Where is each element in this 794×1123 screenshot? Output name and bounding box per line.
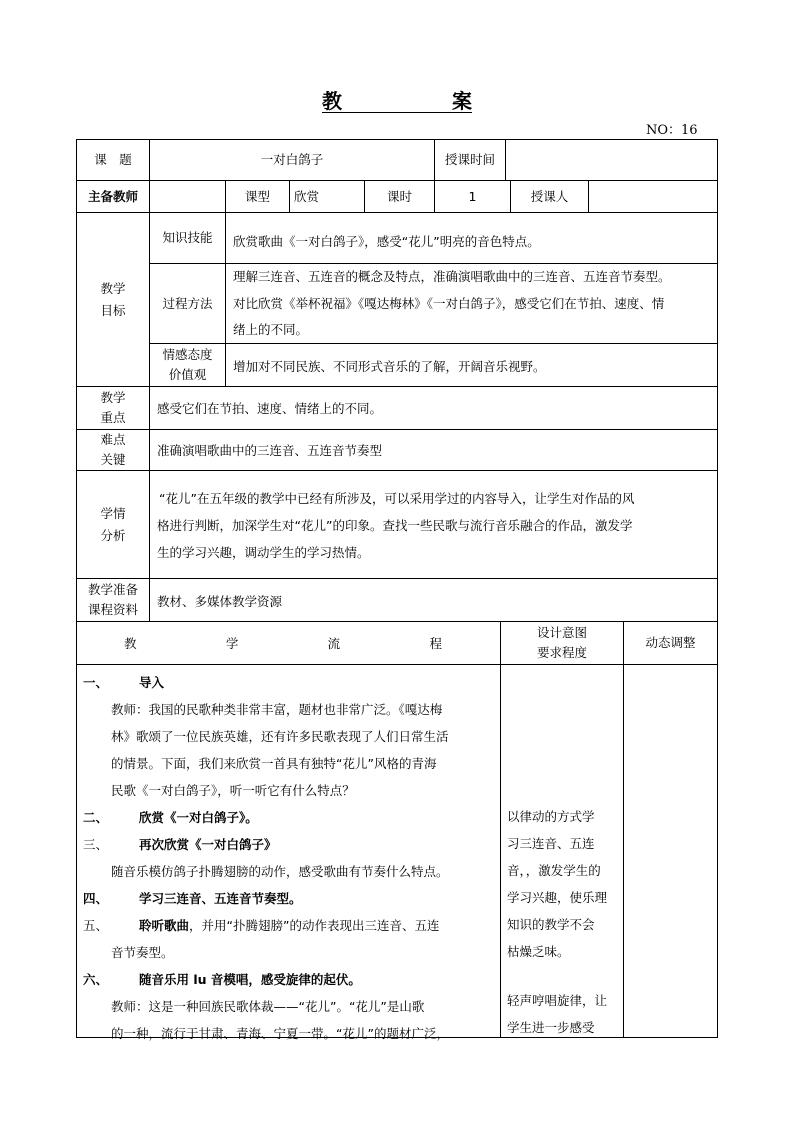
step-2 bbox=[83, 804, 497, 831]
analysis-label bbox=[77, 471, 149, 578]
step-1 bbox=[83, 669, 497, 696]
lecturer-value bbox=[589, 181, 717, 212]
emotion-text: 增加对不同民族、不同形式音乐的了解，开阔音乐视野。 bbox=[233, 359, 546, 374]
step-1-line-1: 教师：我国的民歌种类非常丰富，题材也非常广泛。《嘎达梅 bbox=[111, 702, 443, 717]
design-line-8: 学生进一步感受 bbox=[507, 1020, 595, 1035]
design-intent-text-2 bbox=[507, 987, 621, 1041]
page-title bbox=[322, 86, 472, 113]
step-2-title: 欣赏《一对白鸽子》。 bbox=[139, 810, 258, 825]
design-line-6: 枯燥乏味。 bbox=[507, 944, 570, 959]
focus-label-line-2: 重点 bbox=[100, 410, 126, 425]
step-1-line-4: 民歌《一对白鸽子》，听一听它有什么特点？ bbox=[111, 783, 355, 798]
dynamic-adjust-header: 动态调整 bbox=[645, 635, 696, 650]
analysis-line-2: 格进行判断，加深学生对“花儿”的印象。查找一些民歌与流行音乐融合的作品，激发学 bbox=[157, 518, 633, 533]
step-5-line-2: 音节奏型。 bbox=[111, 945, 174, 960]
topic-value: 一对白鸽子 bbox=[260, 152, 324, 167]
flow-header-char-2: 学 bbox=[225, 636, 239, 651]
step-1-line-3: 的情景。下面，我们来欣赏一首具有独特“花儿”风格的青海 bbox=[111, 756, 437, 771]
step-4-number: 四、 bbox=[83, 891, 109, 906]
analysis-line-1: “花儿”在五年级的教学中已经有所涉及，可以采用学过的内容导入，让学生对作品的风 bbox=[159, 491, 635, 506]
flow-header-title bbox=[124, 622, 442, 664]
lecturer-label: 授课人 bbox=[530, 188, 569, 204]
analysis-text bbox=[157, 485, 634, 566]
step-6 bbox=[83, 966, 497, 993]
lesson-type-label: 课型 bbox=[244, 188, 270, 204]
step-6-line-2: 的一种，流行于甘肃、青海、宁夏一带。“花儿”的题材广泛， bbox=[111, 1026, 449, 1041]
prep-text: 教材、多媒体教学资源 bbox=[157, 594, 283, 609]
step-5-number: 五、 bbox=[83, 918, 109, 933]
prep-label-line-1: 教学准备 bbox=[87, 582, 138, 597]
step-3-line-1: 随音乐模仿鸽子扑腾翅膀的动作，感受歌曲有节奏什么特点。 bbox=[111, 864, 449, 879]
step-1-line-2: 林》歌颂了一位民族英雄，还有许多民歌表现了人们日常生活 bbox=[111, 729, 449, 744]
design-intent-header bbox=[501, 622, 623, 664]
step-5 bbox=[83, 912, 497, 939]
design-line-4: 学习兴趣，使乐理 bbox=[507, 890, 608, 905]
difficulty-label-line-1: 难点 bbox=[100, 432, 126, 447]
prep-label bbox=[77, 579, 149, 621]
analysis-label-line-2: 分析 bbox=[100, 527, 126, 543]
design-line-1: 以律动的方式学 bbox=[507, 809, 595, 824]
step-6-line-1: 教师：这是一种回族民歌体裁——“花儿”。“花儿”是山歌 bbox=[111, 999, 425, 1014]
step-6-number: 六、 bbox=[83, 972, 109, 987]
process-text-line-1: 理解三连音、五连音的概念及特点，准确演唱歌曲中的三连音、五连音节奏型。 bbox=[233, 269, 671, 284]
emotion-label-line-1: 情感态度 bbox=[162, 347, 213, 362]
prep-label-line-2: 课程资料 bbox=[87, 602, 138, 617]
step-1-title: 导入 bbox=[139, 675, 165, 690]
document-number: NO：16 bbox=[646, 123, 698, 138]
design-intent-header-line-1: 设计意图 bbox=[536, 625, 587, 640]
step-3-number: 三、 bbox=[83, 837, 109, 852]
focus-text: 感受它们在节拍、速度、情绪上的不同。 bbox=[157, 401, 383, 416]
teaching-flow bbox=[83, 669, 497, 1047]
process-text-line-3: 绪上的不同。 bbox=[233, 322, 309, 337]
class-time-value bbox=[506, 140, 717, 180]
goals-label-line-2: 目标 bbox=[100, 302, 126, 318]
teacher-value bbox=[150, 181, 225, 212]
knowledge-label: 知识技能 bbox=[162, 230, 213, 245]
teacher-label: 主备教师 bbox=[87, 188, 138, 204]
goals-label-line-1: 教学 bbox=[100, 280, 126, 296]
design-intent-header-line-2: 要求程度 bbox=[536, 645, 587, 660]
process-text-line-2: 对比欣赏《举杯祝福》《嘎达梅林》《一对白鸽子》，感受它们在节拍、速度、情 bbox=[233, 295, 665, 311]
step-6-title: 随音乐用 lu 音模唱，感受旋律的起伏。 bbox=[139, 972, 361, 987]
step-3-title: 再次欣赏《一对白鸽子》 bbox=[139, 837, 277, 852]
analysis-label-line-1: 学情 bbox=[100, 505, 126, 521]
design-line-2: 习三连音、五连 bbox=[507, 836, 595, 851]
difficulty-text: 准确演唱歌曲中的三连音、五连音节奏型 bbox=[157, 443, 383, 458]
step-5-title: 聆听歌曲 bbox=[139, 918, 190, 933]
emotion-label bbox=[150, 344, 225, 386]
class-time-label: 授课时间 bbox=[444, 152, 495, 167]
design-line-3: 音，，激发学生的 bbox=[507, 863, 601, 878]
design-line-7: 轻声哼唱旋律，让 bbox=[507, 993, 608, 1008]
title-char-1: 教 bbox=[322, 88, 342, 113]
step-5-rest: ，并用“扑腾翅膀”的动作表现出三连音、五连 bbox=[189, 918, 440, 933]
step-1-number: 一、 bbox=[83, 675, 109, 690]
flow-header-char-3: 流 bbox=[327, 636, 341, 651]
goals-label bbox=[77, 213, 149, 386]
step-4-title: 学习三连音、五连音节奏型。 bbox=[139, 891, 302, 906]
topic-label: 课 题 bbox=[94, 152, 132, 167]
difficulty-label bbox=[77, 430, 149, 470]
hours-label: 课时 bbox=[386, 188, 412, 204]
focus-label-line-1: 教学 bbox=[100, 390, 126, 405]
knowledge-text: 欣赏歌曲《一对白鸽子》，感受“花儿”明亮的音色特点。 bbox=[233, 234, 540, 249]
title-char-2: 案 bbox=[452, 88, 472, 113]
step-3 bbox=[83, 831, 497, 858]
hours-value: 1 bbox=[468, 188, 477, 204]
emotion-label-line-2: 价值观 bbox=[168, 367, 207, 382]
focus-label bbox=[77, 387, 149, 429]
analysis-line-3: 生的学习兴趣，调动学生的学习热情。 bbox=[157, 545, 370, 560]
flow-header-char-1: 教 bbox=[124, 636, 137, 651]
design-intent-text bbox=[507, 803, 621, 965]
step-2-number: 二、 bbox=[83, 810, 109, 825]
step-4 bbox=[83, 885, 497, 912]
process-label: 过程方法 bbox=[162, 295, 213, 311]
lesson-type-value: 欣赏 bbox=[294, 188, 320, 204]
process-text bbox=[233, 264, 671, 344]
difficulty-label-line-2: 关键 bbox=[100, 452, 126, 467]
design-line-5: 知识的教学不会 bbox=[507, 917, 595, 932]
flow-header-char-4: 程 bbox=[429, 636, 442, 651]
